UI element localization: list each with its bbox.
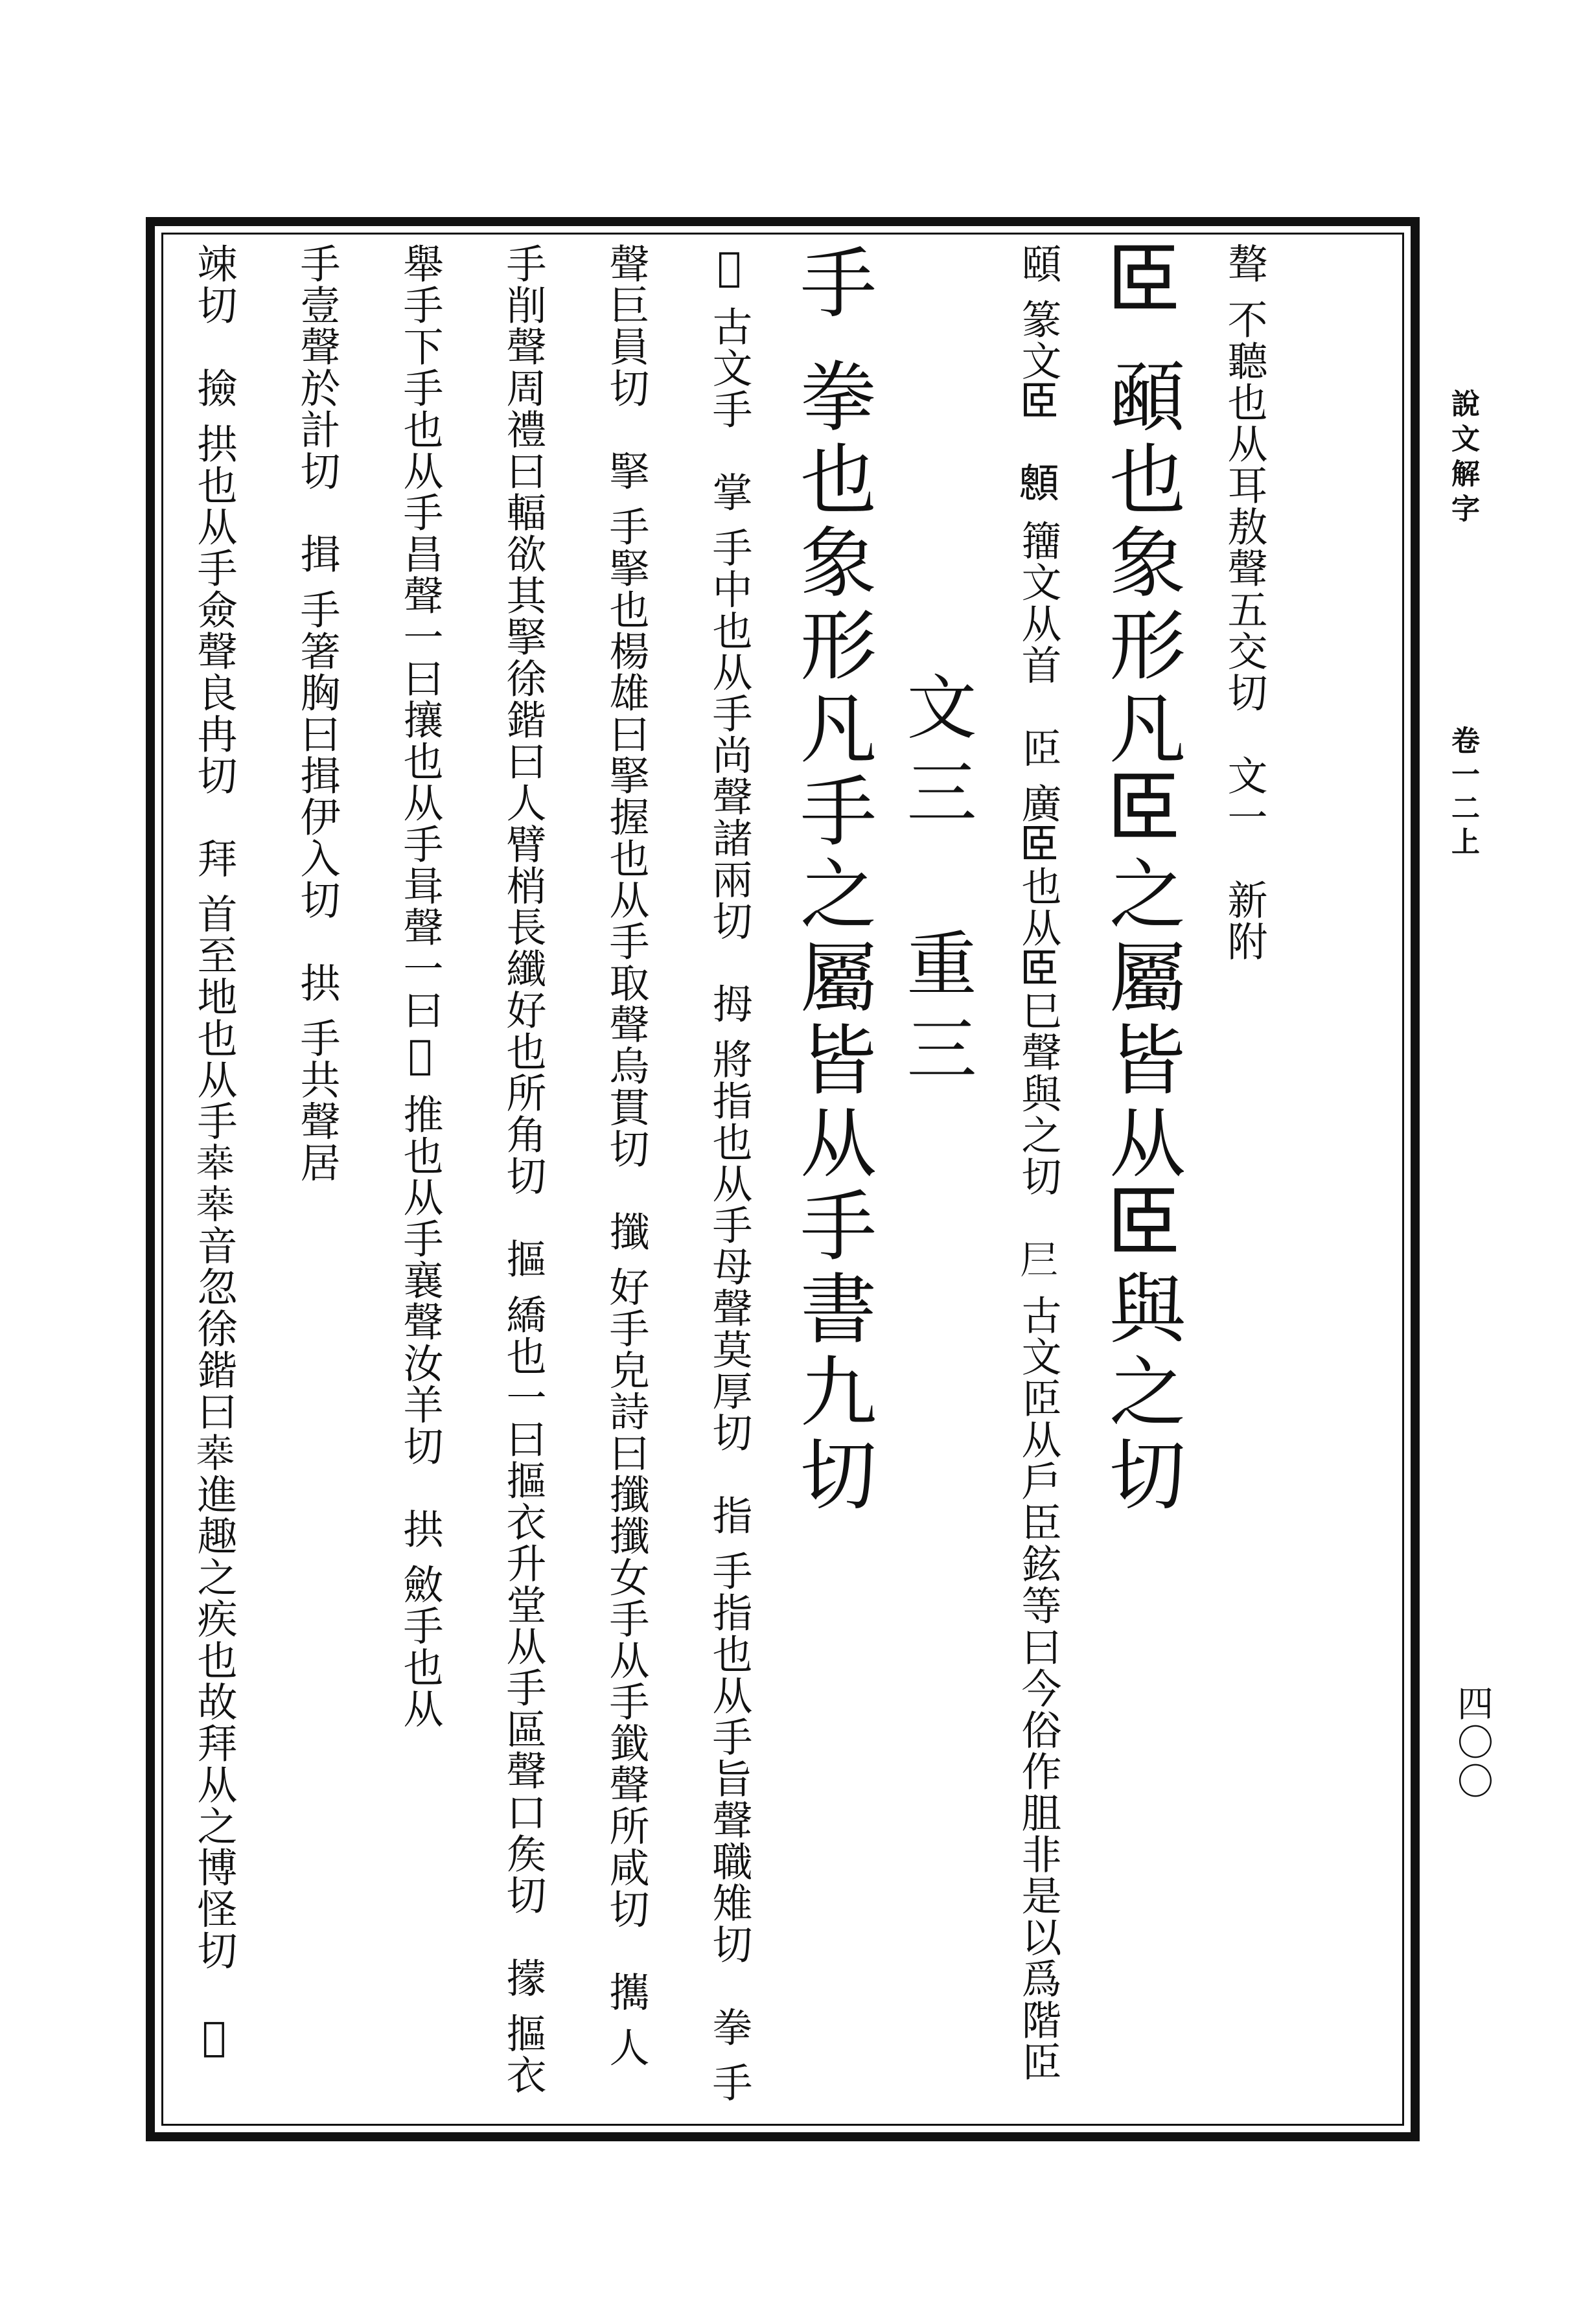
volume-label: 卷一二上 — [1446, 726, 1479, 860]
text-column-8: 手削聲周禮曰輻欲其掔徐鍇曰人臂梢長纖好也所角切 摳 繑也一曰摳衣升堂从手區聲口矦切 㩚 摳衣 — [500, 243, 547, 2096]
text-column-10: 手壹聲於計切 揖 手箸胸曰揖伊入切 拱 手共聲居 — [294, 243, 341, 1184]
text-column-6: 𢪅 古文手 掌 手中也从手尚聲諸兩切 拇 將指也从手母聲莫厚切 指 手指也从手旨聲職雉切 拳 手 — [706, 243, 753, 2104]
text-column-2: 𦣞 顄也象形凡𦣞之屬皆从𦣞與之切 — [1096, 243, 1186, 1518]
text-column-5: 手 拳也象形凡手之屬皆从手書九切 — [787, 243, 877, 1518]
text-columns — [165, 243, 1293, 2122]
text-column-1: 聱 不聽也从耳敖聲五交切 文一 新附 — [1221, 243, 1268, 962]
text-column-9: 舉手下手也从手昌聲一曰攘也从手咠聲一曰𢴃 推也从手襄聲汝羊切 拱 斂手也从 — [397, 243, 444, 1730]
text-column-11: 竦切 撿 拱也从手僉聲良冉切 拜 首至地也从手𠦪𠦪音忽徐鍇曰𠦪進趣之疾也故拜从之博怪切 𢯏 — [190, 243, 238, 2062]
text-column-7: 聲巨員切 掔 手掔也楊雄曰掔握也从手取聲烏貫切 攕 好手皃詩曰攕攕女手从手韱聲所咸切 𢹂 人 — [603, 243, 650, 2069]
text-column-3: 頤 篆文𦣞 𩕄 籒文从首 𦣝 廣𦣞也从𦣞巳聲與之切 𡰥 古文𦣝从戶臣鉉等曰今俗作䏣非是以爲階𦣝 — [1015, 243, 1062, 2082]
page-number: 四〇〇 — [1451, 1685, 1494, 1801]
text-column-4: 文三 重三 — [895, 671, 976, 1098]
book-title: 說文解字 — [1446, 389, 1479, 529]
